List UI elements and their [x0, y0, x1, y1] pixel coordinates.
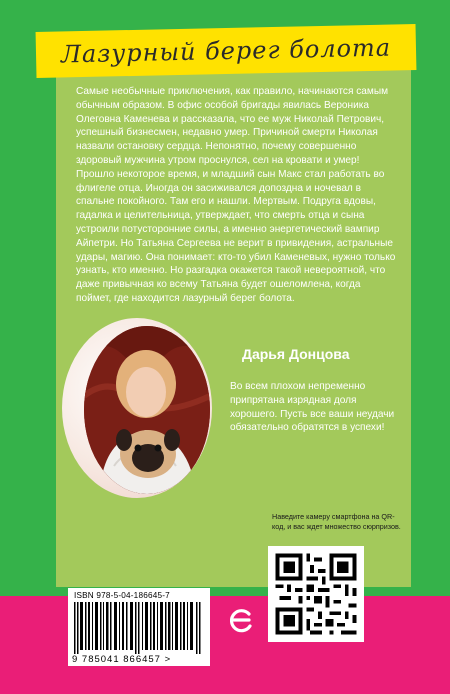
qr-code[interactable]: [268, 546, 364, 642]
book-title: Лазурный берег болота: [60, 33, 392, 69]
author-quote: Во всем плохом непременно припрятана изрядная доля хорошего. Пусть все ваши неудачи обязательно обратятся в успехи!: [230, 381, 395, 434]
author-name: Дарья Донцова: [242, 346, 350, 362]
author-photo: [62, 318, 212, 508]
barcode-icon: [72, 602, 206, 654]
barcode-number: 9 785041 866457 >: [72, 654, 172, 665]
publisher-logo: [226, 605, 256, 635]
book-description: Самые необычные приключения, как правило, начинаются самым обычным образом. В офис особой бригады явилась Вероника Олеговна Каменева и рассказала, что ее муж Николай Петрович, успешный бизнесмен, недавно умер. Причиной смерти Николая назвали остановку сердца. Непонятно, почему совершенно здоровый мужчина утром проснулся, сел на кровати и умер! Прошло некоторое время, и младший сын Макс стал работать во флигеле отца. Иногда он засиживался допоздна и ночевал в спальне покойного. Там его и нашли. Мертвым. Подруга вдовы, гадалка и целительница, утверждает, что смерть отца и сына устроили потусторонние силы, а именно энергетический вампир Айпетри. Но Татьяна Сергеева не верит в привидения, астральные удары, магию. Она понимает: кто-то убил Каменевых, нужно только узнать, кто именно. Но разгадка окажется такой невероятной, что даже привычная ко всему Татьяна будет ошеломлена, когда поймет, где находится лазурный берег болота.: [76, 86, 396, 304]
barcode-block: [68, 588, 210, 666]
eksmo-e-logo-icon: [226, 605, 256, 635]
portrait-illustration-icon: [84, 326, 210, 494]
qr-code-icon: [268, 546, 364, 642]
qr-instruction: Наведите камеру смартфона на QR-код, и вас ждет множество сюрпризов.: [272, 512, 401, 531]
author-portrait: [84, 326, 210, 494]
isbn-label: ISBN 978-5-04-186645-7: [74, 591, 170, 600]
